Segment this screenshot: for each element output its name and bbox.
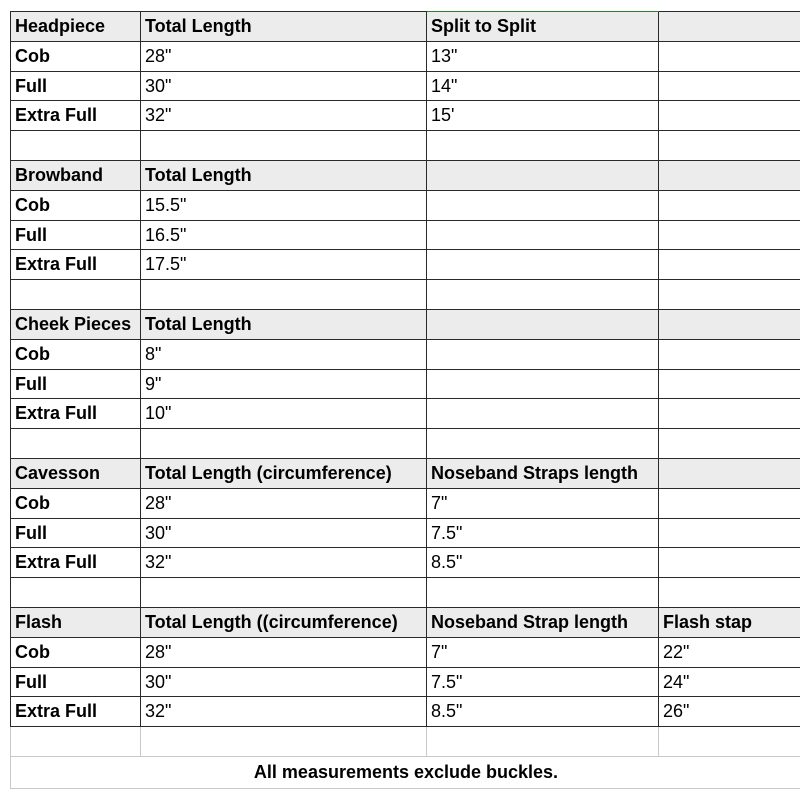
row-label-cell[interactable]: Cob <box>10 489 141 519</box>
header-cell[interactable]: Split to Split <box>427 12 659 42</box>
header-cell[interactable]: Headpiece <box>10 12 141 42</box>
value-cell[interactable] <box>659 548 800 578</box>
value-cell[interactable] <box>659 72 800 102</box>
header-cell[interactable] <box>659 161 800 191</box>
value-cell[interactable]: 32" <box>141 548 427 578</box>
empty-cell[interactable] <box>141 280 427 310</box>
value-cell[interactable] <box>659 519 800 549</box>
table-row <box>0 638 800 668</box>
table-row <box>0 72 800 102</box>
empty-cell[interactable] <box>659 131 800 161</box>
empty-cell[interactable] <box>427 280 659 310</box>
header-cell[interactable] <box>659 459 800 489</box>
value-cell[interactable]: 15.5" <box>141 191 427 221</box>
value-cell[interactable]: 13" <box>427 42 659 72</box>
header-cell[interactable]: Flash stap <box>659 608 800 638</box>
header-cell[interactable] <box>659 12 800 42</box>
empty-cell[interactable] <box>10 131 141 161</box>
value-cell[interactable] <box>427 221 659 251</box>
value-cell[interactable]: 17.5" <box>141 250 427 280</box>
header-cell[interactable] <box>427 310 659 340</box>
value-cell[interactable] <box>427 250 659 280</box>
value-cell[interactable]: 24" <box>659 668 800 698</box>
empty-spacer-row <box>0 131 800 161</box>
table-row <box>0 42 800 72</box>
header-cell[interactable] <box>659 310 800 340</box>
header-cell[interactable]: Noseband Strap length <box>427 608 659 638</box>
value-cell[interactable] <box>659 370 800 400</box>
value-cell[interactable] <box>427 340 659 370</box>
value-cell[interactable]: 10" <box>141 399 427 429</box>
value-cell[interactable]: 14" <box>427 72 659 102</box>
header-cell[interactable]: Flash <box>10 608 141 638</box>
empty-cell[interactable] <box>659 578 800 608</box>
table-row <box>0 399 800 429</box>
row-label-cell[interactable]: Extra Full <box>10 548 141 578</box>
table-row <box>0 370 800 400</box>
empty-cell[interactable] <box>141 429 427 459</box>
value-cell[interactable]: 7.5" <box>427 668 659 698</box>
value-cell[interactable]: 30" <box>141 72 427 102</box>
value-cell[interactable]: 15' <box>427 101 659 131</box>
row-label-cell[interactable]: Full <box>10 519 141 549</box>
value-cell[interactable] <box>659 489 800 519</box>
header-cell[interactable]: Browband <box>10 161 141 191</box>
row-label-cell[interactable]: Extra Full <box>10 250 141 280</box>
row-label-cell[interactable]: Full <box>10 668 141 698</box>
value-cell[interactable]: 28" <box>141 638 427 668</box>
empty-cell[interactable] <box>659 727 800 757</box>
header-cell[interactable]: Total Length <box>141 12 427 42</box>
empty-spacer-row <box>0 727 800 757</box>
table-row <box>0 548 800 578</box>
value-cell[interactable]: 8.5" <box>427 548 659 578</box>
row-label-cell[interactable]: Full <box>10 221 141 251</box>
section-header-row <box>0 459 800 489</box>
section-header-row <box>0 161 800 191</box>
section-header-row <box>0 608 800 638</box>
value-cell[interactable] <box>427 370 659 400</box>
value-cell[interactable] <box>659 221 800 251</box>
empty-spacer-row <box>0 429 800 459</box>
value-cell[interactable] <box>427 399 659 429</box>
header-cell[interactable]: Total Length <box>141 310 427 340</box>
table-row <box>0 221 800 251</box>
value-cell[interactable] <box>659 250 800 280</box>
value-cell[interactable]: 7.5" <box>427 519 659 549</box>
table-row <box>0 250 800 280</box>
value-cell[interactable]: 8" <box>141 340 427 370</box>
empty-cell[interactable] <box>427 429 659 459</box>
table-row <box>0 101 800 131</box>
header-cell[interactable]: Total Length ((circumference) <box>141 608 427 638</box>
section-header-row <box>0 310 800 340</box>
header-cell[interactable]: Cavesson <box>10 459 141 489</box>
value-cell[interactable]: 32" <box>141 101 427 131</box>
header-cell[interactable]: Cheek Pieces <box>10 310 141 340</box>
row-label-cell[interactable]: Extra Full <box>10 399 141 429</box>
header-cell[interactable]: Total Length <box>141 161 427 191</box>
row-label-cell[interactable]: Extra Full <box>10 697 141 727</box>
row-label-cell[interactable]: Cob <box>10 42 141 72</box>
empty-cell[interactable] <box>141 727 427 757</box>
value-cell[interactable]: 16.5" <box>141 221 427 251</box>
value-cell[interactable] <box>427 191 659 221</box>
row-label-cell[interactable]: Cob <box>10 638 141 668</box>
row-label-cell[interactable]: Cob <box>10 340 141 370</box>
row-label-cell[interactable]: Full <box>10 370 141 400</box>
section-header-row <box>0 12 800 42</box>
value-cell[interactable]: 28" <box>141 489 427 519</box>
empty-cell[interactable] <box>141 131 427 161</box>
empty-cell[interactable] <box>427 727 659 757</box>
row-label-cell[interactable]: Cob <box>10 191 141 221</box>
value-cell[interactable] <box>659 191 800 221</box>
empty-cell[interactable] <box>427 131 659 161</box>
value-cell[interactable] <box>659 340 800 370</box>
table-row <box>0 697 800 727</box>
value-cell[interactable] <box>659 399 800 429</box>
empty-cell[interactable] <box>10 578 141 608</box>
value-cell[interactable] <box>659 42 800 72</box>
value-cell[interactable]: 7" <box>427 489 659 519</box>
table-row <box>0 668 800 698</box>
row-label-cell[interactable]: Full <box>10 72 141 102</box>
header-cell[interactable] <box>427 161 659 191</box>
value-cell[interactable]: 7" <box>427 638 659 668</box>
empty-cell[interactable] <box>10 429 141 459</box>
value-cell[interactable]: 9" <box>141 370 427 400</box>
empty-cell[interactable] <box>659 280 800 310</box>
value-cell[interactable]: 26" <box>659 697 800 727</box>
value-cell[interactable]: 28" <box>141 42 427 72</box>
empty-cell[interactable] <box>427 578 659 608</box>
empty-spacer-row <box>0 280 800 310</box>
table-row <box>0 340 800 370</box>
footer-note: All measurements exclude buckles. <box>10 756 800 789</box>
value-cell[interactable] <box>659 101 800 131</box>
value-cell[interactable]: 30" <box>141 519 427 549</box>
empty-cell[interactable] <box>10 727 141 757</box>
empty-cell[interactable] <box>141 578 427 608</box>
row-label-cell[interactable]: Extra Full <box>10 101 141 131</box>
table-row <box>0 191 800 221</box>
table-row <box>0 489 800 519</box>
header-cell[interactable]: Noseband Straps length <box>427 459 659 489</box>
empty-cell[interactable] <box>659 429 800 459</box>
value-cell[interactable]: 22" <box>659 638 800 668</box>
table-row <box>0 519 800 549</box>
value-cell[interactable]: 30" <box>141 668 427 698</box>
value-cell[interactable]: 8.5" <box>427 697 659 727</box>
empty-cell[interactable] <box>10 280 141 310</box>
value-cell[interactable]: 32" <box>141 697 427 727</box>
empty-spacer-row <box>0 578 800 608</box>
header-cell[interactable]: Total Length (circumference) <box>141 459 427 489</box>
